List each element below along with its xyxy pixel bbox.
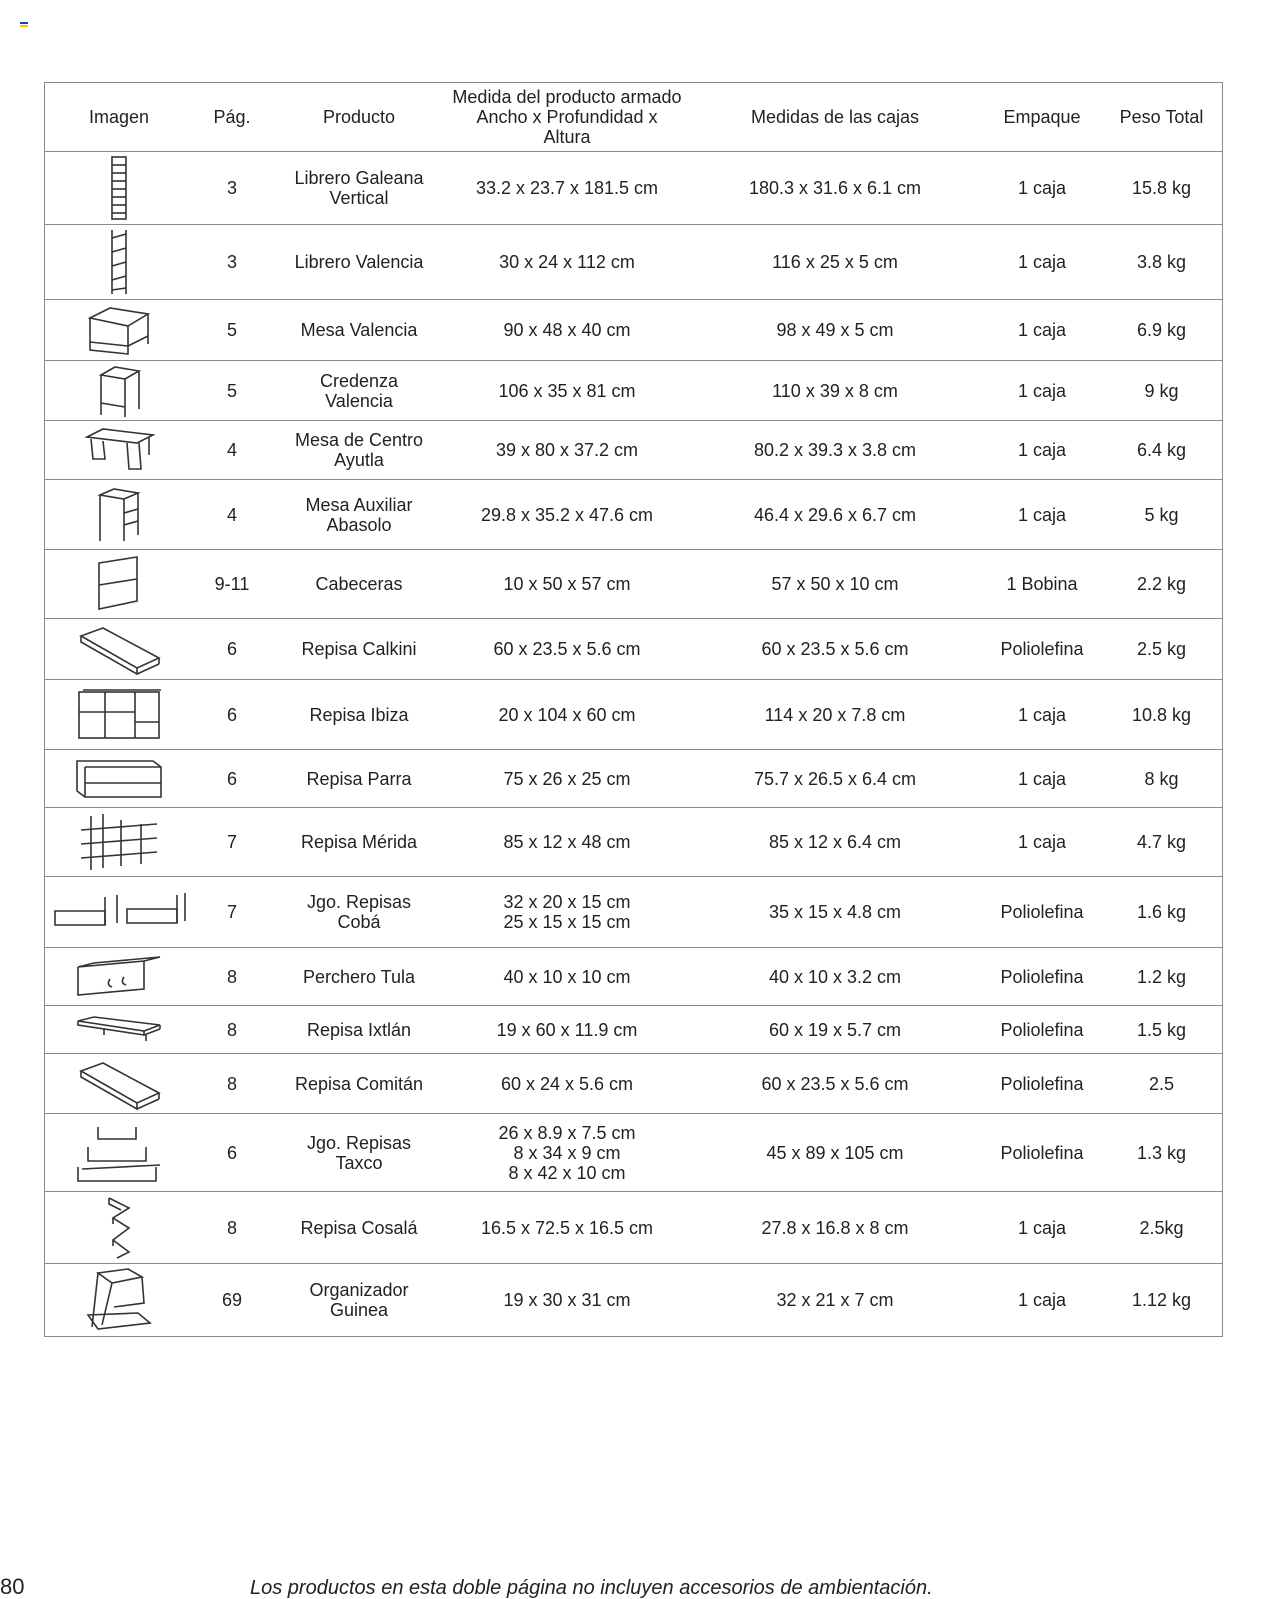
page-cell: 9-11 — [193, 550, 271, 619]
product-cell: Repisa Ixtlán — [271, 1006, 447, 1054]
product-cell: Jgo. Repisas Cobá — [271, 877, 447, 948]
floating-shelf-icon — [45, 1057, 193, 1111]
table-row — [45, 619, 1223, 680]
measure-cell: 39 x 80 x 37.2 cm — [447, 421, 687, 480]
table-row — [45, 680, 1223, 750]
boxes-cell: 60 x 19 x 5.7 cm — [687, 1006, 983, 1054]
packing-cell: 1 caja — [983, 808, 1101, 877]
measure-cell: 16.5 x 72.5 x 16.5 cm — [447, 1192, 687, 1264]
table-row — [45, 1114, 1223, 1192]
packing-cell: 1 caja — [983, 152, 1101, 225]
measure-cell: 75 x 26 x 25 cm — [447, 750, 687, 808]
table-row — [45, 1006, 1223, 1054]
product-image — [45, 619, 194, 680]
product-cell: Perchero Tula — [271, 948, 447, 1006]
weight-cell: 9 kg — [1101, 361, 1223, 421]
page-cell: 69 — [193, 1264, 271, 1337]
organizer-icon — [45, 1267, 193, 1333]
packing-cell: 1 caja — [983, 421, 1101, 480]
product-image — [45, 480, 194, 550]
weight-cell: 2.2 kg — [1101, 550, 1223, 619]
page-cell: 8 — [193, 1006, 271, 1054]
product-cell: Librero Galeana Vertical — [271, 152, 447, 225]
measure-cell: 26 x 8.9 x 7.5 cm 8 x 34 x 9 cm 8 x 42 x 10 cm — [447, 1114, 687, 1192]
page-number: 80 — [0, 1574, 25, 1599]
product-cell: Mesa Auxiliar Abasolo — [271, 480, 447, 550]
boxes-cell: 180.3 x 31.6 x 6.1 cm — [687, 152, 983, 225]
measure-cell: 60 x 23.5 x 5.6 cm — [447, 619, 687, 680]
coffee-table-icon — [45, 425, 193, 475]
weight-cell: 8 kg — [1101, 750, 1223, 808]
table-row — [45, 421, 1223, 480]
packing-cell: 1 caja — [983, 680, 1101, 750]
table-row — [45, 1054, 1223, 1114]
table-row — [45, 300, 1223, 361]
weight-cell: 1.6 kg — [1101, 877, 1223, 948]
product-cell: Repisa Parra — [271, 750, 447, 808]
product-image — [45, 152, 194, 225]
product-image — [45, 877, 194, 948]
table-row — [45, 877, 1223, 948]
table-row — [45, 225, 1223, 300]
weight-cell: 1.3 kg — [1101, 1114, 1223, 1192]
boxes-cell: 35 x 15 x 4.8 cm — [687, 877, 983, 948]
boxes-cell: 75.7 x 26.5 x 6.4 cm — [687, 750, 983, 808]
floating-shelf-icon — [45, 622, 193, 676]
packing-cell: Poliolefina — [983, 948, 1101, 1006]
page-cell: 6 — [193, 750, 271, 808]
product-cell: Mesa Valencia — [271, 300, 447, 361]
boxes-cell: 85 x 12 x 6.4 cm — [687, 808, 983, 877]
weight-cell: 2.5 — [1101, 1054, 1223, 1114]
product-cell: Jgo. Repisas Taxco — [271, 1114, 447, 1192]
packing-cell: 1 caja — [983, 1264, 1101, 1337]
product-cell: Cabeceras — [271, 550, 447, 619]
product-image — [45, 1054, 194, 1114]
product-image — [45, 1006, 194, 1054]
packing-cell: Poliolefina — [983, 1006, 1101, 1054]
weight-cell: 1.5 kg — [1101, 1006, 1223, 1054]
packing-cell: Poliolefina — [983, 619, 1101, 680]
measure-cell: 19 x 30 x 31 cm — [447, 1264, 687, 1337]
flag-icon — [20, 22, 28, 29]
page-cell: 6 — [193, 680, 271, 750]
weight-cell: 1.12 kg — [1101, 1264, 1223, 1337]
measure-cell: 19 x 60 x 11.9 cm — [447, 1006, 687, 1054]
boxes-cell: 60 x 23.5 x 5.6 cm — [687, 1054, 983, 1114]
measure-cell: 10 x 50 x 57 cm — [447, 550, 687, 619]
headboard-icon — [45, 555, 193, 613]
product-image — [45, 1114, 194, 1192]
weight-cell: 6.9 kg — [1101, 300, 1223, 361]
product-image — [45, 808, 194, 877]
packing-cell: 1 caja — [983, 480, 1101, 550]
weight-cell: 2.5 kg — [1101, 619, 1223, 680]
measure-cell: 60 x 24 x 5.6 cm — [447, 1054, 687, 1114]
nested-shelves-icon — [45, 1121, 193, 1185]
measure-cell: 106 x 35 x 81 cm — [447, 361, 687, 421]
packing-cell: 1 caja — [983, 1192, 1101, 1264]
boxes-cell: 40 x 10 x 3.2 cm — [687, 948, 983, 1006]
packing-cell: 1 caja — [983, 225, 1101, 300]
boxes-cell: 57 x 50 x 10 cm — [687, 550, 983, 619]
weight-cell: 4.7 kg — [1101, 808, 1223, 877]
product-image — [45, 225, 194, 300]
page-cell: 8 — [193, 1054, 271, 1114]
console-icon — [45, 363, 193, 419]
page-cell: 8 — [193, 948, 271, 1006]
weight-cell: 15.8 kg — [1101, 152, 1223, 225]
product-cell: Credenza Valencia — [271, 361, 447, 421]
product-image — [45, 948, 194, 1006]
table-header-row — [45, 83, 1223, 152]
measure-cell: 85 x 12 x 48 cm — [447, 808, 687, 877]
boxes-cell: 60 x 23.5 x 5.6 cm — [687, 619, 983, 680]
header-measure: Medida del producto armado Ancho x Profundidad x Altura — [447, 83, 687, 152]
cube-shelf-icon — [45, 686, 193, 744]
header-packing: Empaque — [983, 83, 1101, 152]
bookcase-tall-icon — [45, 155, 193, 221]
page-cell: 7 — [193, 877, 271, 948]
weight-cell: 6.4 kg — [1101, 421, 1223, 480]
page-cell: 3 — [193, 152, 271, 225]
footnote: Los productos en esta doble página no incluyen accesorios de ambientación. — [250, 1577, 933, 1599]
measure-cell: 30 x 24 x 112 cm — [447, 225, 687, 300]
header-page: Pág. — [193, 83, 271, 152]
product-image — [45, 680, 194, 750]
page-cell: 5 — [193, 300, 271, 361]
packing-cell: 1 caja — [983, 300, 1101, 361]
product-image — [45, 361, 194, 421]
table-row — [45, 550, 1223, 619]
packing-cell: 1 caja — [983, 361, 1101, 421]
header-weight: Peso Total — [1101, 83, 1223, 152]
table-icon — [45, 304, 193, 356]
weight-cell: 3.8 kg — [1101, 225, 1223, 300]
table-row — [45, 1264, 1223, 1337]
measure-cell: 33.2 x 23.7 x 181.5 cm — [447, 152, 687, 225]
header-boxes: Medidas de las cajas — [687, 83, 983, 152]
weight-cell: 1.2 kg — [1101, 948, 1223, 1006]
boxes-cell: 116 x 25 x 5 cm — [687, 225, 983, 300]
packing-cell: 1 caja — [983, 750, 1101, 808]
weight-cell: 2.5kg — [1101, 1192, 1223, 1264]
shelf-set-icon — [45, 891, 193, 933]
coat-rack-icon — [45, 955, 193, 999]
page-cell: 4 — [193, 421, 271, 480]
boxes-cell: 45 x 89 x 105 cm — [687, 1114, 983, 1192]
table-row — [45, 808, 1223, 877]
boxes-cell: 114 x 20 x 7.8 cm — [687, 680, 983, 750]
box-shelf-icon — [45, 757, 193, 801]
page-cell: 5 — [193, 361, 271, 421]
page-cell: 6 — [193, 1114, 271, 1192]
product-image — [45, 750, 194, 808]
page-cell: 7 — [193, 808, 271, 877]
boxes-cell: 110 x 39 x 8 cm — [687, 361, 983, 421]
boxes-cell: 98 x 49 x 5 cm — [687, 300, 983, 361]
header-image: Imagen — [45, 83, 194, 152]
page-cell: 3 — [193, 225, 271, 300]
product-cell: Repisa Ibiza — [271, 680, 447, 750]
weight-cell: 5 kg — [1101, 480, 1223, 550]
product-image — [45, 421, 194, 480]
table-row — [45, 480, 1223, 550]
page-cell: 6 — [193, 619, 271, 680]
wall-shelf-icon — [45, 1013, 193, 1047]
page-cell: 8 — [193, 1192, 271, 1264]
product-cell: Repisa Cosalá — [271, 1192, 447, 1264]
packing-cell: Poliolefina — [983, 877, 1101, 948]
grid-shelf-icon — [45, 810, 193, 874]
table-row — [45, 152, 1223, 225]
measure-cell: 32 x 20 x 15 cm 25 x 15 x 15 cm — [447, 877, 687, 948]
measure-cell: 29.8 x 35.2 x 47.6 cm — [447, 480, 687, 550]
boxes-cell: 27.8 x 16.8 x 8 cm — [687, 1192, 983, 1264]
weight-cell: 10.8 kg — [1101, 680, 1223, 750]
product-table — [44, 82, 1223, 1337]
measure-cell: 40 x 10 x 10 cm — [447, 948, 687, 1006]
product-cell: Repisa Comitán — [271, 1054, 447, 1114]
table-row — [45, 1192, 1223, 1264]
boxes-cell: 46.4 x 29.6 x 6.7 cm — [687, 480, 983, 550]
page-cell: 4 — [193, 480, 271, 550]
product-image — [45, 550, 194, 619]
product-image — [45, 1264, 194, 1337]
product-cell: Mesa de Centro Ayutla — [271, 421, 447, 480]
measure-cell: 90 x 48 x 40 cm — [447, 300, 687, 361]
packing-cell: 1 Bobina — [983, 550, 1101, 619]
header-product: Producto — [271, 83, 447, 152]
product-cell: Repisa Calkini — [271, 619, 447, 680]
table-row — [45, 361, 1223, 421]
product-cell: Repisa Mérida — [271, 808, 447, 877]
side-table-icon — [45, 485, 193, 545]
boxes-cell: 80.2 x 39.3 x 3.8 cm — [687, 421, 983, 480]
table-row — [45, 750, 1223, 808]
bookcase-frame-icon — [45, 228, 193, 296]
packing-cell: Poliolefina — [983, 1114, 1101, 1192]
boxes-cell: 32 x 21 x 7 cm — [687, 1264, 983, 1337]
table-row — [45, 948, 1223, 1006]
measure-cell: 20 x 104 x 60 cm — [447, 680, 687, 750]
product-cell: Librero Valencia — [271, 225, 447, 300]
product-image — [45, 1192, 194, 1264]
packing-cell: Poliolefina — [983, 1054, 1101, 1114]
zigzag-shelf-icon — [45, 1194, 193, 1262]
product-cell: Organizador Guinea — [271, 1264, 447, 1337]
product-image — [45, 300, 194, 361]
